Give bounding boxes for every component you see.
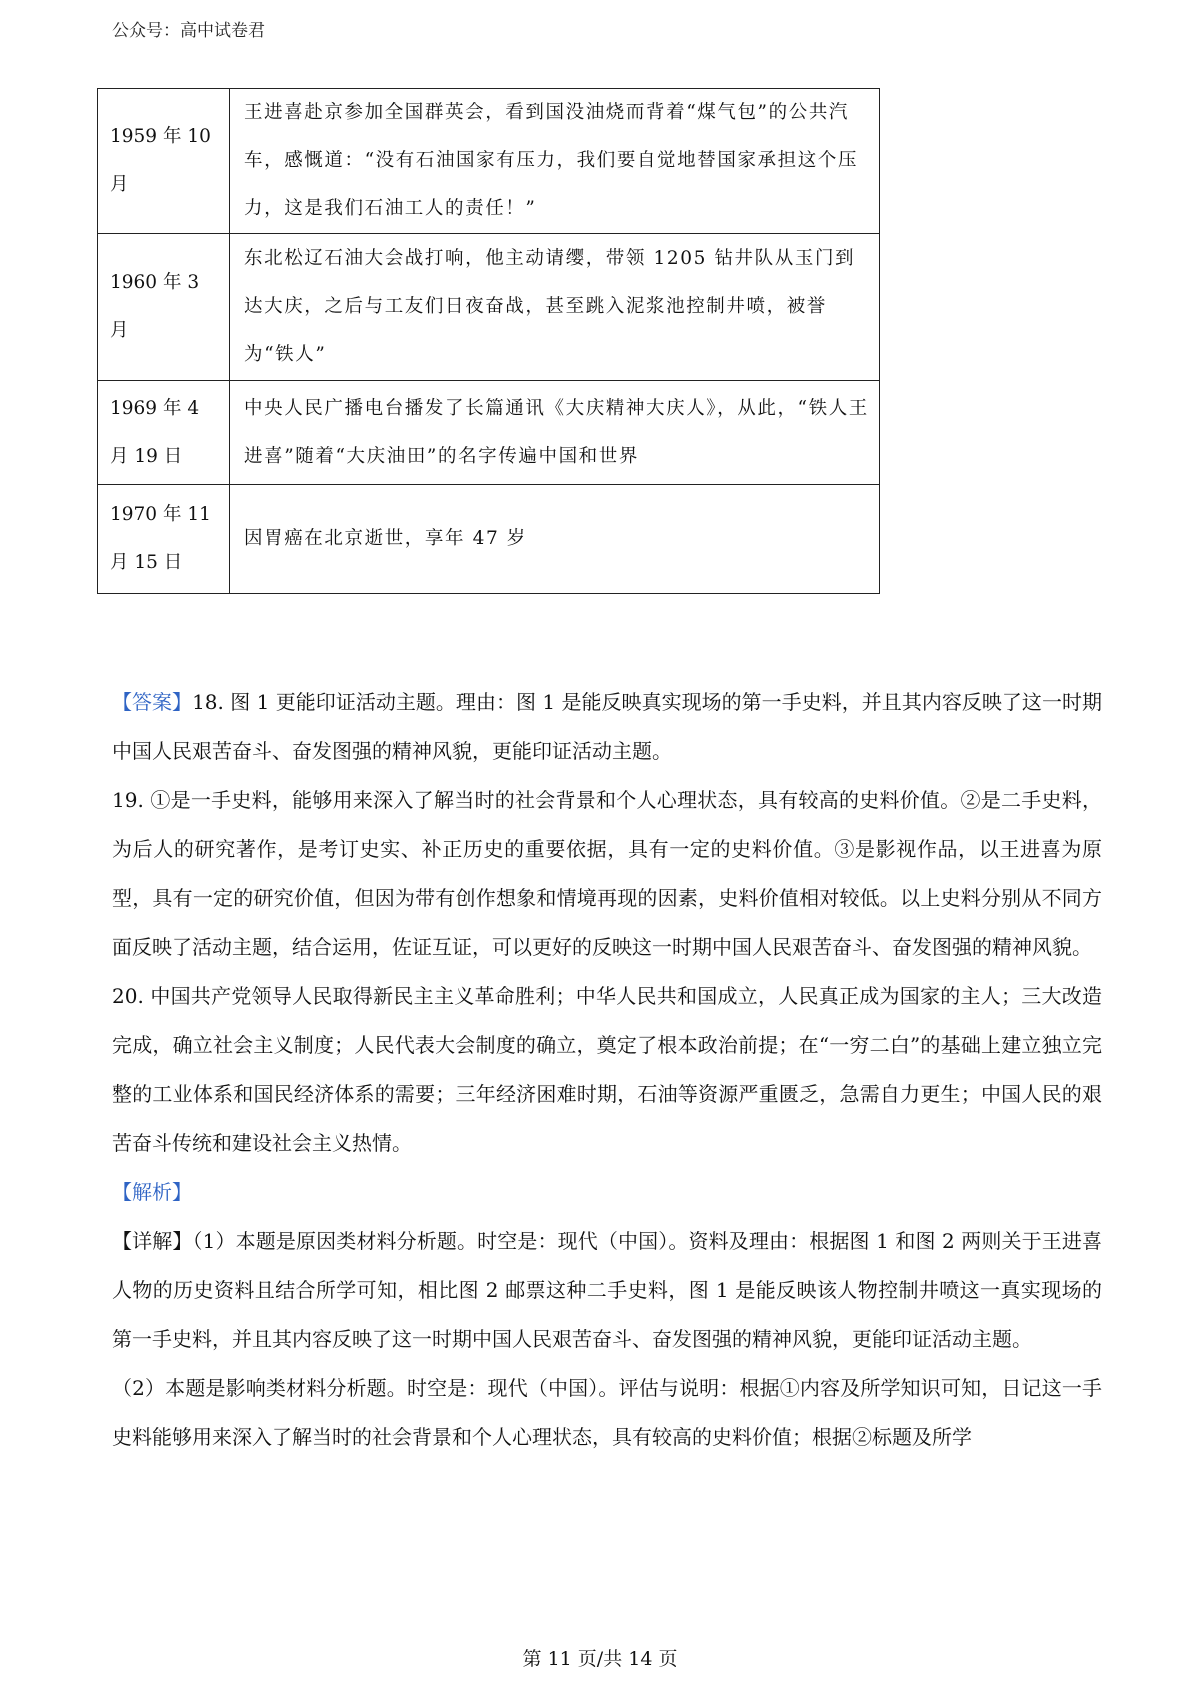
analysis-paragraph-1 (112, 1217, 1102, 1364)
table-cell-date: 1970 年 11 月 15 日 (98, 485, 230, 594)
table-cell-desc: 因胃癌在北京逝世，享年 47 岁 (230, 485, 880, 594)
table-row (98, 234, 880, 381)
table-cell-date: 1969 年 4 月 19 日 (98, 381, 230, 485)
page-number: 第 11 页/共 14 页 (522, 1648, 678, 1670)
timeline-table (97, 88, 880, 594)
page-header: 公众号：高中试卷君 (112, 21, 265, 41)
table-row (98, 381, 880, 485)
analysis-paragraph-1-text: （1）本题是原因类材料分析题。时空是：现代（中国）。资料及理由：根据图 1 和图 2 两则关于王进喜人物的历史资料且结合所学可知，相比图 2 邮票这种二手史料，图 1 是能反映该人物控制井喷这一真实现场的第一手史料，并且其内容反映了这一时期中国人民艰苦奋斗、奋发图强的精神风貌，更能印证活动主题。 (112, 1229, 1103, 1351)
analysis-heading (112, 1168, 1102, 1217)
table-cell-desc: 王进喜赴京参加全国群英会，看到国没油烧而背着“煤气包”的公共汽车，感慨道：“没有石油国家有压力，我们要自觉地替国家承担这个压力，这是我们石油工人的责任！” (230, 89, 880, 234)
answer-section (112, 678, 1102, 1462)
analysis-paragraph-2: （2）本题是影响类材料分析题。时空是：现代（中国）。评估与说明：根据①内容及所学知识可知，日记这一手史料能够用来深入了解当时的社会背景和个人心理状态，具有较高的史料价值；根据②标题及所学 (112, 1376, 1102, 1449)
answer-20: 20. 中国共产党领导人民取得新民主主义革命胜利；中华人民共和国成立，人民真正成为国家的主人；三大改造完成，确立社会主义制度；人民代表大会制度的确立，奠定了根本政治前提；在“一穷二白”的基础上建立独立完整的工业体系和国民经济体系的需要；三年经济困难时期，石油等资源严重匮乏，急需自力更生；中国人民的艰苦奋斗传统和建设社会主义热情。 (112, 984, 1102, 1155)
table-cell-date: 1960 年 3 月 (98, 234, 230, 381)
table-row (98, 485, 880, 594)
table-row (98, 89, 880, 234)
answer-tag: 【答案】 (112, 690, 193, 714)
detail-tag: 【详解】 (112, 1229, 193, 1253)
answer-18 (112, 678, 1102, 776)
analysis-tag: 【解析】 (112, 1180, 192, 1204)
table-cell-desc: 中央人民广播电台播发了长篇通讯《大庆精神大庆人》，从此，“铁人王进喜”随着“大庆油田”的名字传遍中国和世界 (230, 381, 880, 485)
table-cell-date: 1959 年 10 月 (98, 89, 230, 234)
table-cell-desc: 东北松辽石油大会战打响，他主动请缨，带领 1205 钻井队从玉门到达大庆，之后与工友们日夜奋战，甚至跳入泥浆池控制井喷，被誉为“铁人” (230, 234, 880, 381)
answer-18-text: 18. 图 1 更能印证活动主题。理由：图 1 是能反映真实现场的第一手史料，并且其内容反映了这一时期中国人民艰苦奋斗、奋发图强的精神风貌，更能印证活动主题。 (112, 690, 1102, 763)
answer-19: 19. ①是一手史料，能够用来深入了解当时的社会背景和个人心理状态，具有较高的史料价值。②是二手史料，为后人的研究著作，是考订史实、补正历史的重要依据，具有一定的史料价值。③是影视作品，以王进喜为原型，具有一定的研究价值，但因为带有创作想象和情境再现的因素，史料价值相对较低。以上史料分别从不同方面反映了活动主题，结合运用，佐证互证，可以更好的反映这一时期中国人民艰苦奋斗、奋发图强的精神风貌。 (112, 788, 1102, 959)
